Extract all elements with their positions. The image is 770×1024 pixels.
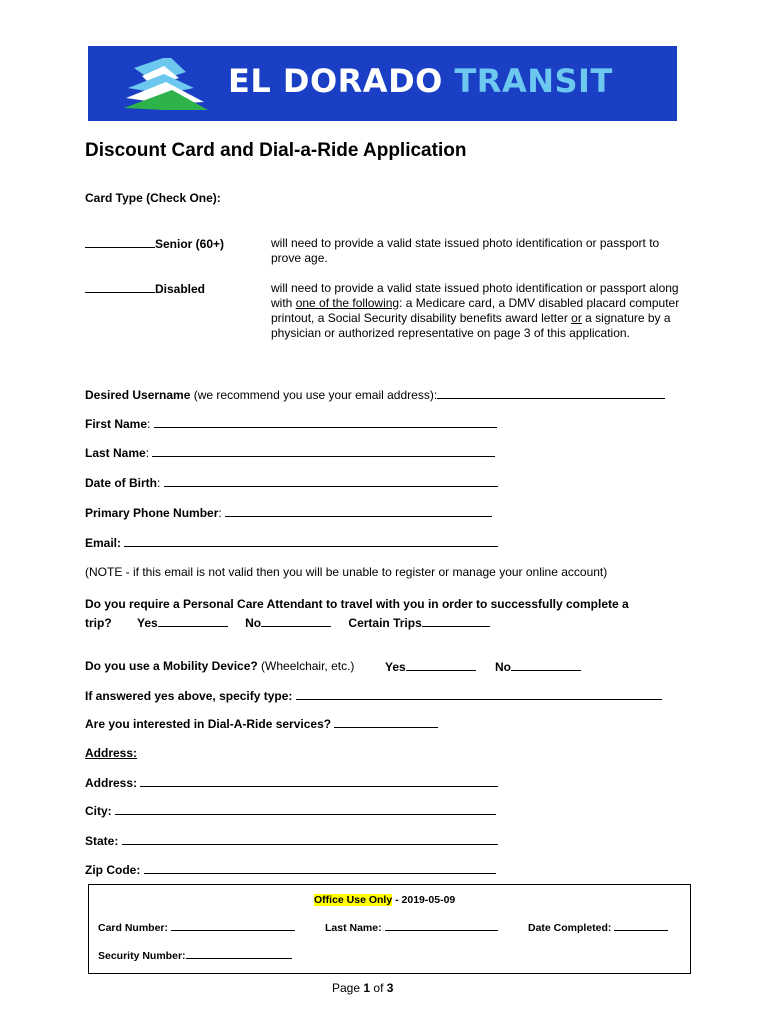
office-last-name-field[interactable] (385, 921, 498, 931)
last-name-field[interactable] (152, 445, 495, 457)
mobility-no-row (495, 659, 581, 674)
attendant-question-line2: trip? (85, 616, 112, 630)
senior-label: Senior (60+) (155, 237, 225, 251)
office-last-name-row (325, 921, 498, 934)
office-date: - 2019-05-09 (392, 894, 456, 906)
phone-field[interactable] (225, 505, 492, 517)
disabled-description (271, 281, 681, 341)
attendant-certain-label: Certain Trips (348, 616, 422, 630)
date-completed-label: Date Completed: (528, 922, 612, 934)
first-name-row (85, 416, 497, 431)
date-completed-row (528, 921, 668, 934)
mobility-question: Do you use a Mobility Device? (85, 659, 258, 673)
date-completed-field[interactable] (614, 921, 668, 931)
mobility-no-label: No (495, 660, 511, 674)
zip-field[interactable] (144, 862, 496, 874)
office-title-row (314, 894, 455, 906)
dob-field[interactable] (164, 475, 498, 487)
senior-checkbox-line[interactable] (85, 236, 155, 248)
specify-field[interactable] (296, 688, 662, 700)
dial-a-ride-field[interactable] (334, 716, 438, 728)
security-number-row (98, 949, 292, 962)
mobility-yes-label: Yes (385, 660, 406, 674)
attendant-yes-label: Yes (137, 616, 158, 630)
attendant-certain-field[interactable] (422, 615, 490, 627)
footer-total: 3 (386, 981, 394, 995)
phone-row (85, 505, 492, 520)
disabled-label: Disabled (155, 282, 206, 296)
state-field[interactable] (122, 833, 498, 845)
footer-of: of (373, 981, 384, 995)
first-name-field[interactable] (154, 416, 497, 428)
security-number-label: Security Number: (98, 950, 186, 962)
footer-current: 1 (363, 981, 371, 995)
card-number-label: Card Number: (98, 922, 169, 934)
attendant-no-label: No (245, 616, 262, 630)
state-row (85, 833, 498, 848)
phone-colon: : (218, 506, 222, 520)
disabled-text-or: or (571, 311, 582, 325)
mobility-row (85, 659, 354, 673)
dob-label: Date of Birth (85, 476, 157, 490)
username-hint: (we recommend you use your email address): (190, 388, 438, 402)
disabled-checkbox-line[interactable] (85, 281, 155, 293)
mobility-yes-row (385, 659, 476, 674)
card-number-row (98, 921, 295, 934)
mobility-yes-field[interactable] (406, 659, 476, 671)
address-field[interactable] (140, 775, 498, 787)
dial-a-ride-row (85, 716, 438, 731)
specify-label: If answered yes above, specify type: (85, 689, 293, 703)
banner-title-word2: TRANSIT (454, 62, 613, 100)
last-name-row (85, 445, 495, 460)
office-use-box (88, 884, 691, 974)
address-heading: Address: (85, 746, 138, 760)
mobility-hint: (Wheelchair, etc.) (257, 659, 355, 673)
mobility-no-field[interactable] (511, 659, 581, 671)
attendant-no-field[interactable] (261, 615, 331, 627)
page-title: Discount Card and Dial-a-Ride Application (85, 140, 467, 161)
dob-colon: : (157, 476, 161, 490)
dial-a-ride-label: Are you interested in Dial-A-Ride services? (85, 717, 332, 731)
email-row (85, 535, 498, 550)
last-name-colon: : (145, 446, 150, 460)
disabled-text-underlined: one of the following (295, 296, 400, 310)
address-row (85, 775, 498, 790)
card-number-field[interactable] (171, 921, 295, 931)
username-label: Desired Username (85, 388, 191, 402)
disabled-text-before: will need to provide a valid state issued photo identification or passport along with (271, 281, 679, 310)
first-name-label: First Name (85, 417, 148, 431)
username-row (85, 387, 665, 402)
address-label: Address: (85, 776, 138, 790)
office-title: Office Use Only (314, 894, 393, 906)
specify-row (85, 688, 662, 703)
attendant-yes-field[interactable] (158, 615, 228, 627)
email-label: Email: (85, 536, 122, 550)
banner-title (228, 62, 613, 100)
phone-label: Primary Phone Number (85, 506, 219, 520)
state-label: State: (85, 834, 119, 848)
disabled-option (85, 281, 205, 296)
senior-option (85, 236, 224, 251)
header-banner (88, 46, 677, 121)
security-number-field[interactable] (186, 949, 292, 959)
username-field[interactable] (437, 387, 665, 399)
card-type-label: Card Type (Check One): (85, 191, 221, 205)
disabled-text-middle: : a Medicare card, a DMV disabled placard computer printout, a Social Security disability benefits award letter (271, 296, 680, 325)
zip-label: Zip Code: (85, 863, 141, 877)
office-last-name-label: Last Name: (325, 922, 382, 934)
disabled-text-after: a signature by a physician or authorized representative on page 3 of this application. (271, 311, 671, 340)
first-name-colon: : (147, 417, 151, 431)
attendant-question-line1: Do you require a Personal Care Attendant to travel with you in order to successfully complete a (85, 597, 629, 611)
footer-page: Page (332, 981, 361, 995)
dob-row (85, 475, 498, 490)
attendant-answer-row (85, 615, 490, 630)
page-footer (332, 981, 393, 995)
city-field[interactable] (115, 803, 496, 815)
senior-description: will need to provide a valid state issued photo identification or passport to prove age. (271, 236, 660, 265)
city-row (85, 803, 496, 818)
banner-title-word1: EL DORADO (228, 62, 443, 100)
mountain-logo-icon (124, 58, 214, 110)
zip-row (85, 862, 496, 877)
email-note: (NOTE - if this email is not valid then you will be unable to register or manage your online account) (85, 565, 608, 579)
email-field[interactable] (124, 535, 498, 547)
city-label: City: (85, 804, 112, 818)
last-name-label: Last Name (85, 446, 146, 460)
